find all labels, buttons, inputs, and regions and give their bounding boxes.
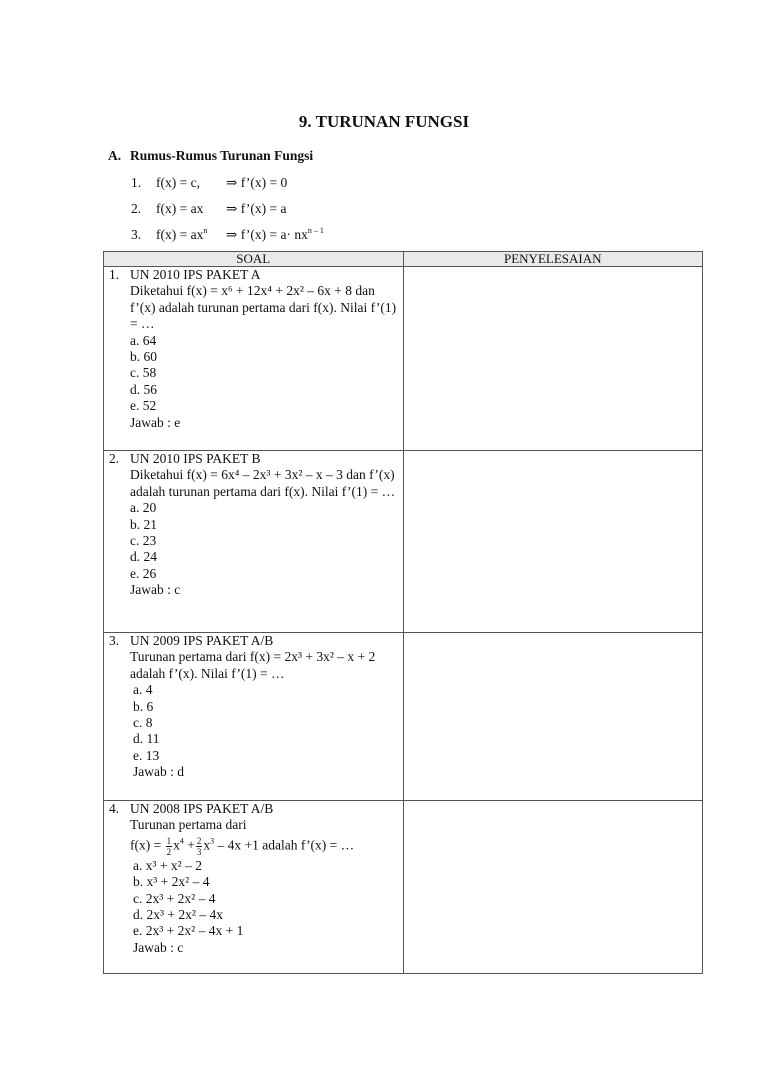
solution-cell [403,801,703,974]
question-2 [104,451,403,599]
fraction-numerator: 2 [196,835,202,846]
option-e: e. 2x³ + 2x² – 4x + 1 [133,923,244,939]
table-row [104,801,703,974]
fraction-two-thirds [196,836,203,857]
table-row [104,451,703,633]
question-number: 2. [109,451,120,466]
solution-cell [403,451,703,633]
header-soal: SOAL [104,252,404,267]
formula-rhs-exponent: n – 1 [307,226,324,235]
question-source: UN 2010 IPS PAKET B [130,451,261,466]
formula-number: 3. [131,227,142,242]
question-4 [104,801,403,956]
option-a: a. 4 [133,682,153,698]
question-cell [104,267,404,451]
formula-2 [131,201,287,217]
formula-lhs [156,227,226,243]
option-e: e. 26 [130,565,157,581]
formula-lhs-base: f(x) = ax [156,227,204,242]
formula-rhs: f’(x) = a [240,201,287,216]
option-d: d. 24 [130,549,157,565]
fraction-one-half [166,836,173,857]
table-header-row [104,252,703,267]
option-b: b. 6 [133,698,154,714]
question-cell [104,633,404,801]
formula-number: 1. [131,175,142,190]
question-cell [104,801,404,974]
question-3 [104,633,403,781]
option-c: c. 8 [133,715,153,731]
implies-icon: ⇒ [226,201,238,216]
answer-key: Jawab : e [130,414,181,430]
option-b: b. 21 [130,516,157,532]
page-title: 9. TURUNAN FUNGSI [298,112,470,131]
question-stem: Turunan pertama dari f(x) = 2x³ + 3x² – x + 2 adalah f’(x). Nilai f’(1) = … [130,649,376,681]
question-formula [130,836,403,857]
formula-lhs-exponent: n [203,226,208,235]
formula-1 [131,175,287,191]
question-cell [104,451,404,633]
option-e: e. 52 [130,398,157,414]
option-c: c. 2x³ + 2x² – 4 [133,890,216,906]
section-heading [108,148,313,164]
question-source: UN 2009 IPS PAKET A/B [130,633,274,648]
question-stem: Diketahui f(x) = x⁶ + 12x⁴ + 2x² – 6x + 8 dan f’(x) adalah turunan pertama dari f(x). Nilai f’(1) = … [130,283,397,332]
answer-key: Jawab : d [133,764,184,780]
question-table [103,251,703,974]
option-c: c. 58 [130,365,157,381]
option-a: a. 20 [130,500,157,516]
option-d: d. 2x³ + 2x² – 4x [133,907,223,923]
option-d: d. 56 [130,381,157,397]
fraction-denominator: 3 [196,846,202,857]
formula-term: x [173,837,180,853]
option-b: b. x³ + 2x² – 4 [133,874,210,890]
fraction-denominator: 2 [166,846,172,857]
fraction-numerator: 1 [166,835,172,846]
option-e: e. 13 [133,747,160,763]
formula-fx: f(x) = [130,837,162,853]
option-a: a. x³ + x² – 2 [133,857,202,873]
question-source: UN 2008 IPS PAKET A/B [130,801,274,816]
question-number: 3. [109,633,120,648]
question-stem: Turunan pertama dari [130,817,247,833]
formula-rhs-base: f’(x) = a· nx [240,227,308,242]
table-row [104,267,703,451]
formula-operator: + [187,837,195,853]
solution-cell [403,633,703,801]
formula-lhs: f(x) = ax [156,201,204,216]
formula-term: x [203,837,211,853]
table-row [104,633,703,801]
formula-rest: – 4x +1 adalah f’(x) = … [217,837,355,853]
option-a: a. 64 [130,332,157,348]
formula-exponent: 3 [210,836,215,846]
formula-rhs: f’(x) = 0 [240,175,288,190]
header-penyelesaian: PENYELESAIAN [403,252,703,267]
option-b: b. 60 [130,349,157,365]
answer-key: Jawab : c [133,939,184,955]
section-letter: A. [108,148,122,163]
question-stem: Diketahui f(x) = 6x⁴ – 2x³ + 3x² – x – 3 dan f’(x) adalah turunan pertama dari f(x). Nilai f’(1) = … [130,467,396,499]
option-d: d. 11 [133,731,160,747]
question-number: 4. [109,801,120,816]
question-1 [104,267,403,431]
formula-rhs [241,227,324,242]
question-number: 1. [109,267,120,282]
option-c: c. 23 [130,533,157,549]
solution-cell [403,267,703,451]
implies-icon: ⇒ [226,227,238,242]
formula-lhs: f(x) = c, [156,175,200,190]
formula-exponent: 4 [179,836,184,846]
answer-key: Jawab : c [130,582,181,598]
question-source: UN 2010 IPS PAKET A [130,267,261,282]
formula-number: 2. [131,201,142,216]
formula-3 [131,227,324,243]
implies-icon: ⇒ [226,175,238,190]
section-title: Rumus-Rumus Turunan Fungsi [130,148,314,163]
